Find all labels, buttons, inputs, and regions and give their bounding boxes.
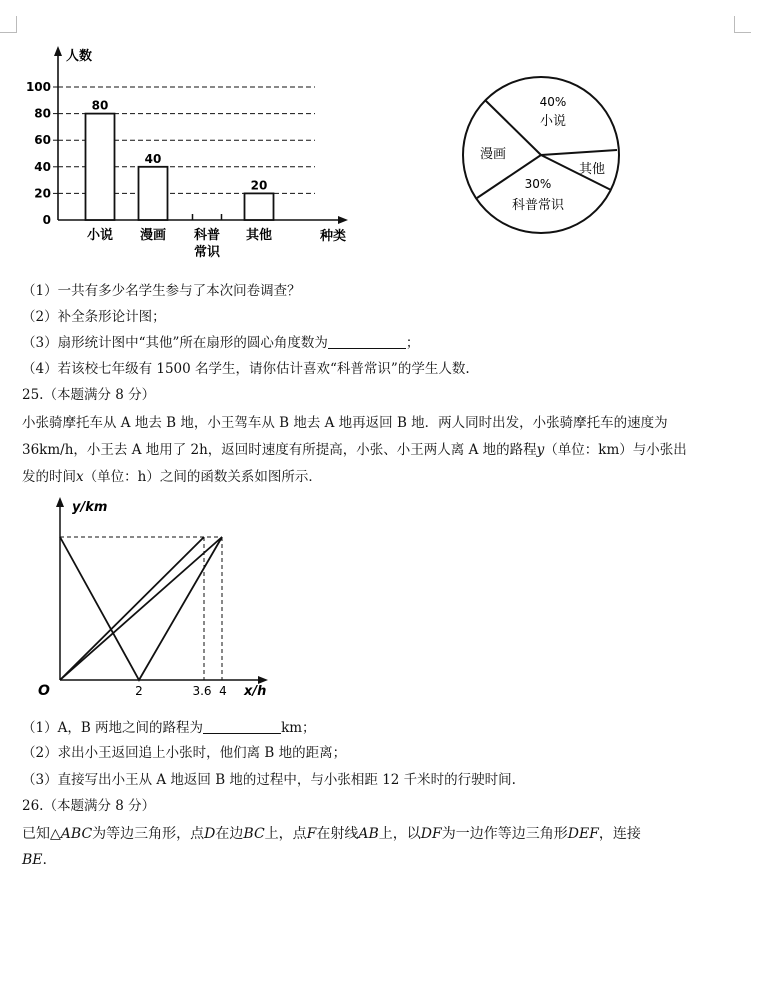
pie-divider-novel-other [541, 150, 617, 155]
bar-x-axis-title: 种类 [320, 229, 347, 244]
q25-sub2: （2）求出小王返回追上小张时，他们离 B 地的距离； [22, 745, 347, 761]
origin-label: O [38, 683, 50, 699]
tick-label-3-6: 3.6 [192, 684, 212, 698]
bar-0 [86, 114, 115, 220]
bar-value-label: 80 [91, 98, 109, 113]
q24-sub2: （2）补全条形论计图； [22, 309, 166, 325]
q26-para-line2 [22, 850, 47, 870]
bar-x-axis-arrow [338, 216, 348, 224]
tick-label-2: 2 [135, 684, 143, 698]
q26-para-line1 [22, 824, 641, 844]
q25-para-line1: 小张骑摩托车从 A 地去 B 地，小王驾车从 B 地去 A 地再返回 B 地．两人同时出发，小张骑摩托车的速度为 [22, 415, 668, 431]
q25-sub1-unit: km； [281, 720, 316, 736]
bar-category-label: 科普 [193, 228, 221, 243]
q25-heading: 25.（本题满分 8 分） [22, 387, 156, 403]
var-be: BE [22, 852, 43, 868]
bar-category-label: 小说 [86, 228, 114, 243]
pie-label-novel-pct: 40% [539, 95, 567, 109]
var-abc: ABC [60, 826, 93, 842]
pie-label-novel: 小说 [539, 114, 567, 129]
function-graph [22, 495, 282, 707]
y-axis-label: y/km [72, 500, 108, 515]
var-y: y [536, 442, 545, 458]
bar-tick-label: 100 [25, 80, 51, 94]
var-x: x [76, 469, 84, 485]
q24-sub3-text: （3）扇形统计图中“其他”所在扇形的圆心角度数为 [22, 335, 328, 351]
bar-tick-label: 20 [34, 186, 51, 201]
q26-t4: 上，点 [264, 826, 307, 842]
pie-chart [455, 75, 635, 240]
q25-line3-a: 发的时间 [22, 469, 76, 485]
x-axis-label: x/h [244, 684, 267, 699]
bar-tick-label: 80 [34, 106, 51, 121]
bar-value-label: 20 [250, 178, 268, 193]
bar-category-label: 其他 [245, 228, 273, 243]
q26-t8: ，连接 [598, 826, 641, 842]
q26-t1: 已知△ [22, 826, 61, 842]
bar-tick-label: 60 [34, 133, 51, 148]
zhang-path [60, 537, 222, 680]
q26-t5: 在射线 [316, 826, 359, 842]
q25-line2-b: （单位：km）与小张出 [544, 442, 687, 458]
bar-y-axis-title: 人数 [66, 49, 93, 64]
q24-sub3 [22, 333, 419, 353]
q25-line3-b: （单位：h）之间的函数关系如图所示． [83, 469, 322, 485]
pie-label-comic: 漫画 [479, 147, 507, 162]
var-ab: AB [358, 826, 379, 842]
var-df: DF [420, 826, 442, 842]
q25-line2-a: 36km/h，小王去 A 地用了 2h，返回时速度有所提高，小张、小王两人离 A 地的路程 [22, 442, 537, 458]
var-bc: BC [243, 826, 265, 842]
pie-label-sci-pct: 30% [524, 177, 552, 191]
q25-para-line3 [22, 467, 322, 487]
pie-label-sci: 科普常识 [511, 198, 565, 213]
var-d: D [204, 826, 216, 842]
q25-para-line2 [22, 440, 687, 460]
q25-sub3: （3）直接写出小王从 A 地返回 B 地的过程中，与小张相距 12 千米时的行驶时间. [22, 772, 516, 788]
y-axis-arrow [56, 497, 64, 507]
bar-tick-label: 0 [42, 213, 51, 227]
q26-t7: 为一边作等边三角形 [441, 826, 568, 842]
bar-category-label: 漫画 [139, 228, 167, 243]
q24-sub4: （4）若该校七年级有 1500 名学生，请你估计喜欢“科普常识”的学生人数. [22, 361, 470, 377]
bar-3 [245, 193, 274, 220]
pie-label-other: 其他 [578, 162, 606, 177]
x-axis-arrow [258, 676, 268, 684]
corner-mark-left [0, 16, 17, 33]
q26-t6: 上，以 [378, 826, 421, 842]
var-f: F [306, 826, 317, 842]
q25-sub1 [22, 718, 316, 738]
bar-tick-label: 40 [34, 159, 51, 174]
bar-chart [20, 40, 360, 265]
bar-category-label: 常识 [193, 245, 221, 260]
bar-1 [139, 167, 168, 220]
answer-blank-distance[interactable] [203, 719, 281, 734]
q25-sub1-text: （1）A，B 两地之间的路程为 [22, 720, 204, 736]
q24-sub1: （1）一共有多少名学生参与了本次问卷调查？ [22, 283, 301, 299]
q26-t9: . [42, 852, 47, 868]
corner-mark-right [734, 16, 751, 33]
q26-heading: 26.（本题满分 8 分） [22, 798, 156, 814]
q26-t3: 在边 [215, 826, 244, 842]
q24-sub3-end: ； [405, 335, 420, 351]
var-def: DEF [567, 826, 599, 842]
answer-blank-angle[interactable] [328, 334, 406, 349]
q26-t2: 为等边三角形，点 [92, 826, 205, 842]
wang-return-line [60, 537, 204, 680]
bar-value-label: 40 [144, 151, 162, 166]
tick-label-4: 4 [219, 684, 227, 698]
bar-y-axis-arrow [54, 46, 62, 56]
